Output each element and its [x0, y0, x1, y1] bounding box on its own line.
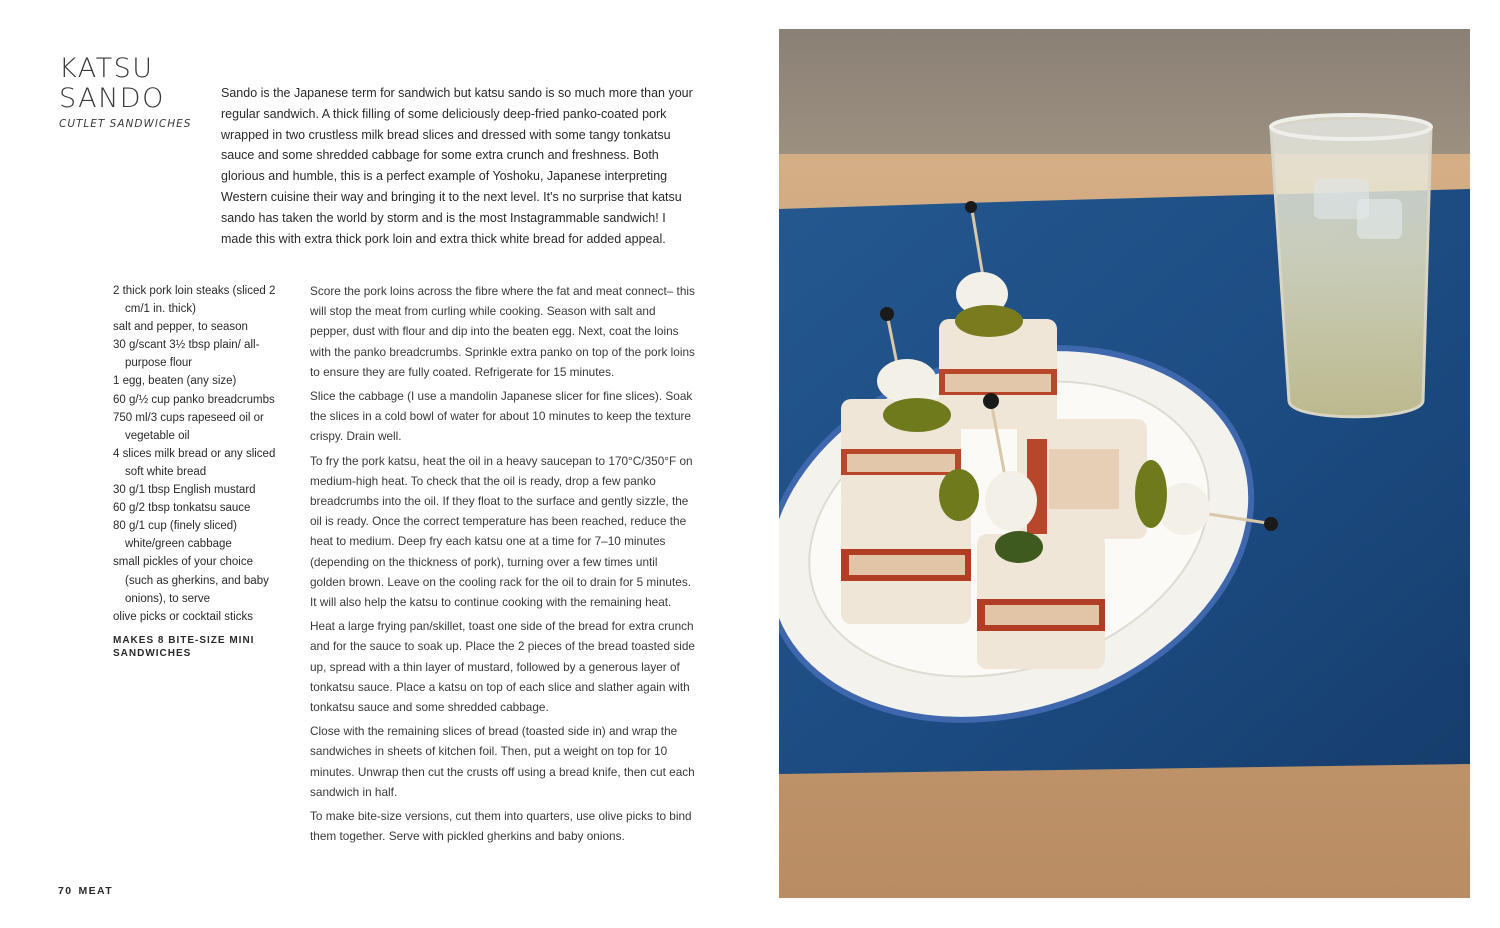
section-name: MEAT	[78, 885, 114, 897]
ingredient-item: 60 g/½ cup panko breadcrumbs	[113, 393, 275, 406]
method-step: Score the pork loins across the fibre where the fat and meat connect– this will stop the meat from curling while cooking. Season with salt and pepper, dust with flour and dip into the beaten egg. Next, coat the loins with the panko breadcrumbs. Sprinkle extra panko on top of the pork loins to ensure they are fully coated. Refrigerate for 15 minutes.	[310, 284, 695, 379]
ingredient-item: 30 g/1 tbsp English mustard	[113, 484, 256, 497]
method-step: Heat a large frying pan/skillet, toast one side of the bread for extra crunch and for the sauce to soak up. Place the 2 pieces of the bread toasted side up, spread with a thin layer of mustard, followed by a generous layer of tonkatsu sauce. Place a katsu on top of each slice and slather again with tonkatsu sauce and some shredded cabbage.	[310, 619, 695, 715]
page-number: 70	[58, 885, 73, 897]
sandwich-5	[977, 534, 1105, 669]
recipe-subtitle: CUTLET SANDWICHES	[59, 118, 192, 130]
ingredient-item: 1 egg, beaten (any size)	[113, 375, 237, 388]
ingredient-item: olive picks or cocktail sticks	[113, 610, 253, 623]
method-step: To make bite-size versions, cut them into quarters, use olive picks to bind them together. Serve with pickled gherkins and baby onions.	[310, 809, 692, 844]
method-step: Slice the cabbage (I use a mandolin Japanese slicer for fine slices). Soak the slices in a cold bowl of water for about 10 minutes to keep the texture crispy. Drain well.	[310, 389, 693, 444]
glass	[1271, 115, 1431, 417]
yield-note: MAKES 8 BITE-SIZE MINI SANDWICHES	[113, 634, 255, 659]
intro-text	[221, 83, 699, 249]
food-photo-illustration	[779, 29, 1470, 898]
ingredient-item: 60 g/2 tbsp tonkatsu sauce	[113, 502, 251, 515]
ingredient-item: 4 slices milk bread or any sliced soft white bread	[113, 447, 276, 478]
title-line-2: SANDO	[59, 83, 165, 114]
recipe-title	[59, 54, 165, 114]
ingredient-item: 80 g/1 cup (finely sliced) white/green cabbage	[113, 520, 238, 551]
sandwich-3	[1017, 419, 1147, 539]
method-steps	[310, 281, 695, 850]
method-step: To fry the pork katsu, heat the oil in a heavy saucepan to 170°C/350°F on medium-high heat. To check that the oil is ready, drop a few panko breadcrumbs into the oil. If they float to the surface and gently sizzle, the oil is ready. Once the correct temperature has been reached, reduce the heat to medium. Deep fry each katsu one at a time for 7–10 minutes (depending on the thickness of pork), turning over a few times until golden brown. Leave on the cooling rack for the oil to drain for 5 minutes. It will also help the katsu to continue cooking with the remaining heat.	[310, 453, 693, 610]
ingredient-item: 750 ml/3 cups rapeseed oil or vegetable oil	[113, 411, 264, 442]
ingredient-item: 30 g/scant 3½ tbsp plain/ all-purpose flour	[113, 339, 260, 370]
food-photo	[779, 29, 1470, 898]
intro-paragraph: Sando is the Japanese term for sandwich but katsu sando is so much more than your regular sandwich. A thick filling of some deliciously deep-fried panko-coated pork wrapped in two crustless milk bread slices and dressed with some tangy tonkatsu sauce and some shredded cabbage for some extra crunch and freshness. Both glorious and humble, this is a perfect example of Yoshoku, Japanese interpreting Western cuisine their way and bringing it to the next level. It's no surprise that katsu sando has taken the world by storm and is the most Instagrammable sandwich! I made this with extra thick pork loin and extra thick white bread for added appeal.	[221, 86, 693, 246]
ingredient-item: 2 thick pork loin steaks (sliced 2 cm/1 in. thick)	[113, 285, 276, 316]
page-footer	[58, 885, 113, 897]
ingredients-list	[113, 282, 283, 660]
ingredient-item: salt and pepper, to season	[113, 321, 248, 334]
method-step: Close with the remaining slices of bread (toasted side in) and wrap the sandwiches in sheets of kitchen foil. Then, put a weight on top for 10 minutes. Unwrap then cut the crusts off using a bread knife, then cut each sandwich in half.	[310, 724, 695, 799]
ingredient-item: small pickles of your choice (such as gherkins, and baby onions), to serve	[113, 556, 269, 605]
title-line-1: KATSU	[59, 53, 154, 84]
